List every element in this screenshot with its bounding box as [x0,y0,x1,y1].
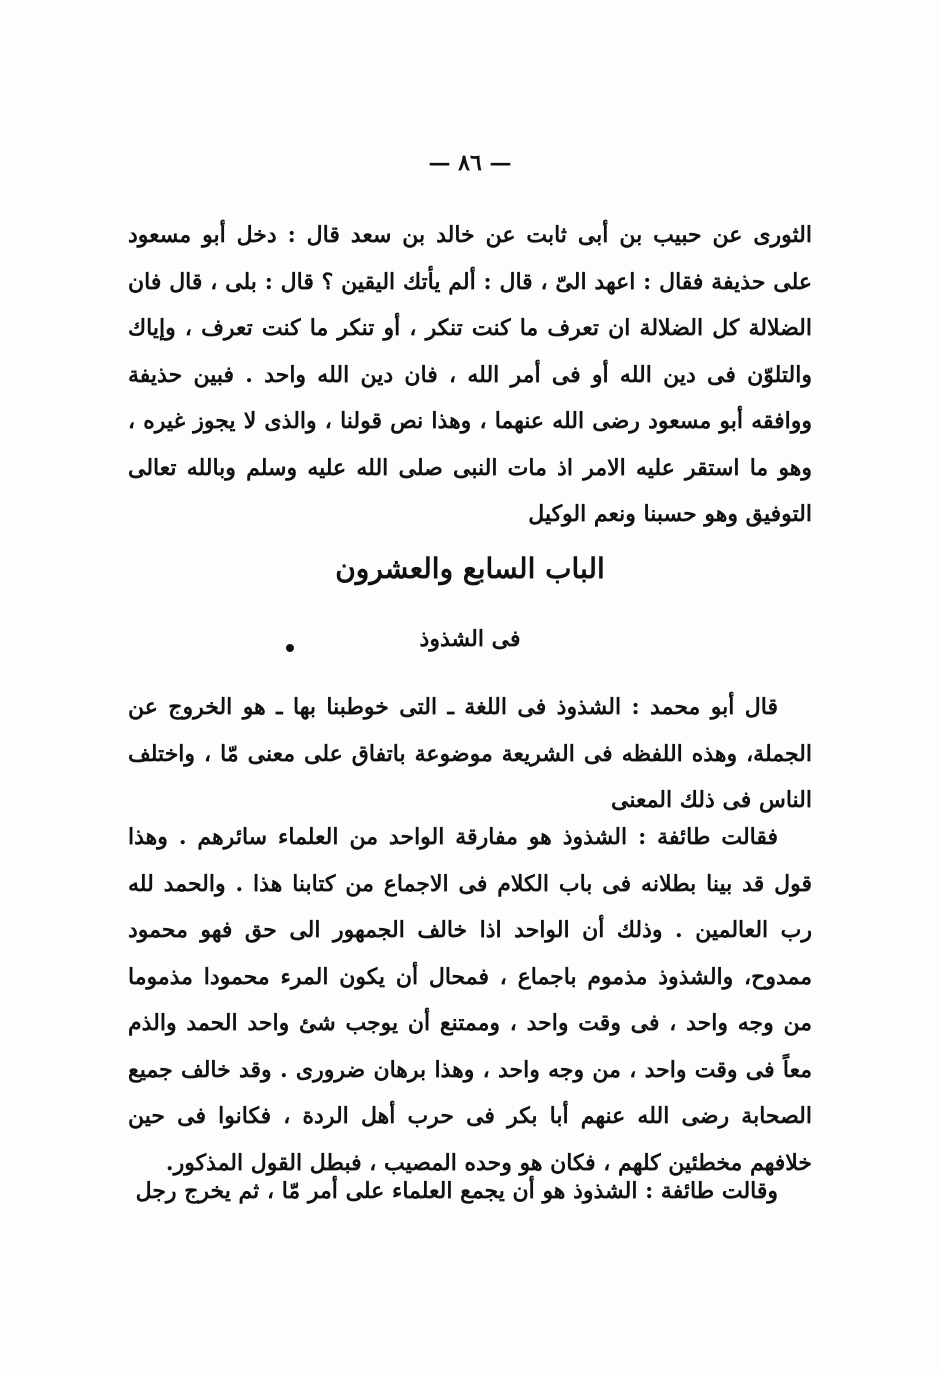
paragraph-1: الثورى عن حبيب بن أبى ثابت عن خالد بن سعد قال : دخل أبو مسعود على حذيفة فقال : اعهد الىّ ، قال : ألم يأتك اليقين ؟ قال : بلى ، قال فان الضلالة كل الضلالة ان تعرف ما كنت تنكر ، أو تنكر ما كنت تعرف ، وإياك والتلوّن فى دين الله أو فى أمر الله ، فان دين الله واحد . فبين حذيفة ووافقه أبو مسعود رضى الله عنهما ، وهذا نص قولنا ، والذى لا يجوز غيره ، وهو ما استقر عليه الامر اذ مات النبى صلى الله عليه وسلم وبالله تعالى التوفيق وهو حسبنا ونعم الوكيل [128,222,812,527]
chapter-subtitle: فى الشذوذ [419,626,521,652]
paragraph-2: قال أبو محمد : الشذوذ فى اللغة ـ التى خوطبنا بها ـ هو الخروج عن الجملة، وهذه اللفظه فى الشريعة موضوعة باتفاق على معنى مّا ، واختلف الناس فى ذلك المعنى [128,694,812,813]
paragraph-3: فقالت طائفة : الشذوذ هو مفارقة الواحد من العلماء سائرهم . وهذا قول قد بينا بطلانه فى باب الكلام فى الاجماع من كتابنا هذا . والحمد لله رب العالمين . وذلك أن الواحد اذا خالف الجمهور الى حق فهو محمود ممدوح، والشذوذ مذموم باجماع ، فمحال أن يكون المرء محمودا مذموما من وجه واحد ، فى وقت واحد ، وممتنع أن يوجب شئ واحد الحمد والذم معاً فى وقت واحد ، من وجه واحد ، وهذا برهان ضرورى . وقد خالف جميع الصحابة رضى الله عنهم أبا بكر فى حرب أهل الردة ، فكانوا فى حين خلافهم مخطئين كلهم ، فكان هو وحده المصيب ، فبطل القول المذكور. [128,824,812,1176]
page-number: — ٨٦ — [428,150,512,176]
paragraph-text [128,684,812,824]
paragraph-text [128,814,812,1186]
ink-dot-mark [286,644,294,652]
chapter-title: الباب السابع والعشرون [335,552,605,585]
paragraph-text [128,1168,812,1215]
paragraph-text [128,212,812,538]
paragraph-4: وقالت طائفة : الشذوذ هو أن يجمع العلماء على أمر مّا ، ثم يخرج رجل [135,1178,778,1204]
